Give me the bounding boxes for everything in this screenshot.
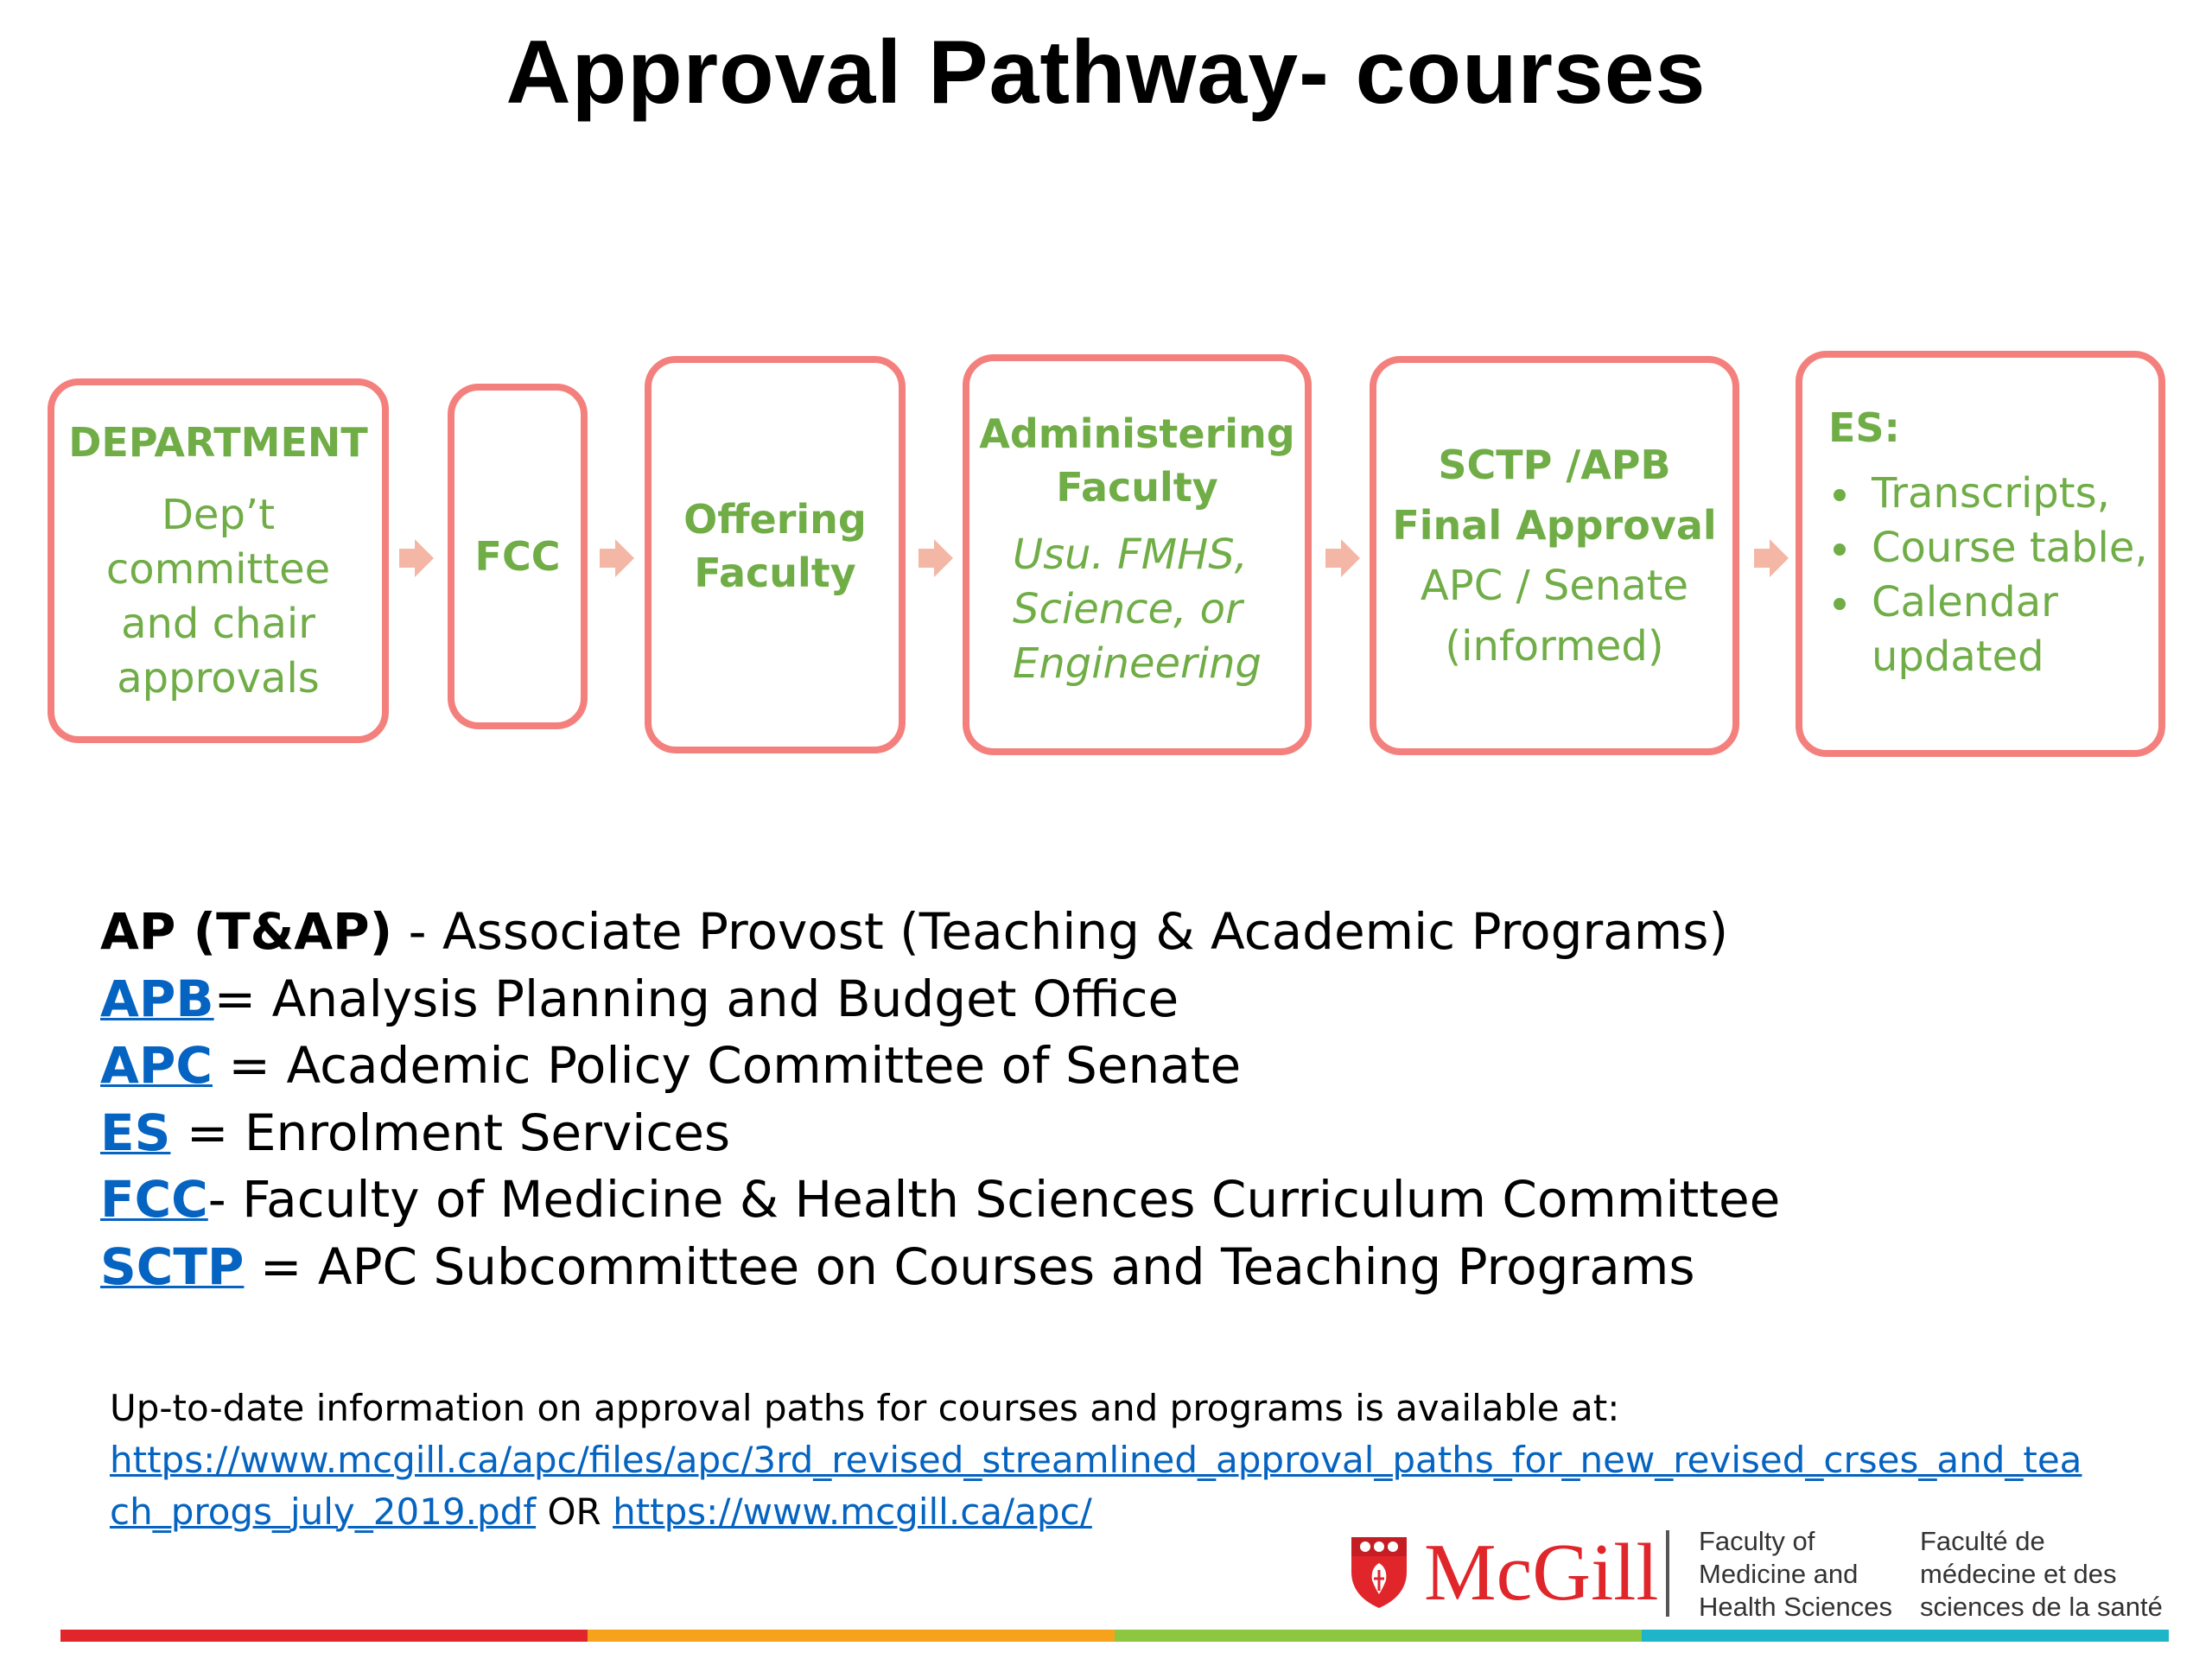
footer-note xyxy=(110,1382,2082,1538)
mcgill-wordmark: McGill xyxy=(1424,1528,1659,1618)
arrow-icon xyxy=(615,539,634,577)
step-department xyxy=(48,378,389,743)
color-bar-orange xyxy=(588,1630,1115,1642)
glossary xyxy=(100,899,1780,1300)
mcgill-logo xyxy=(1348,1525,2177,1620)
glossary-term-link[interactable]: FCC xyxy=(100,1170,208,1229)
glossary-definition: = APC Subcommittee on Courses and Teaching Programs xyxy=(244,1236,1695,1296)
administering-faculty-description: Usu. FMHS, Science, or Engineering xyxy=(1013,530,1262,688)
fcc-heading: FCC xyxy=(474,533,561,580)
glossary-term-link[interactable]: SCTP xyxy=(100,1236,245,1296)
department-description: Dep’t committee and chair approvals xyxy=(105,491,331,702)
approval-paths-link[interactable]: https://www.mcgill.ca/apc/files/apc/3rd_revised_streamlined_approval_paths_for_new_revised_crses_and_tea xyxy=(110,1439,2082,1481)
step-fcc xyxy=(448,384,588,729)
step-offering-faculty xyxy=(645,356,906,753)
step-sctp-apb xyxy=(1370,356,1739,755)
list-item: Transcripts, xyxy=(1828,467,2148,521)
es-heading: ES: xyxy=(1828,404,1900,451)
glossary-definition: = Academic Policy Committee of Senate xyxy=(212,1036,1242,1095)
glossary-row xyxy=(100,1033,1780,1100)
faculty-name-fr: Faculté de médecine et des sciences de la santé xyxy=(1920,1526,2163,1622)
es-list xyxy=(1828,467,2148,684)
footer-intro: Up-to-date information on approval paths for courses and programs is available at: xyxy=(110,1387,1620,1429)
sctp-apb-heading: SCTP /APB Final Approval xyxy=(1392,442,1717,549)
list-item: Calendar updated xyxy=(1828,575,2070,684)
glossary-row xyxy=(100,899,1780,966)
glossary-definition: - Associate Provost (Teaching & Academic Programs) xyxy=(392,902,1729,961)
color-bar-green xyxy=(1115,1630,1642,1642)
apc-website-link[interactable]: https://www.mcgill.ca/apc/ xyxy=(613,1491,1092,1533)
page-title: Approval Pathway- courses xyxy=(505,22,1707,123)
arrow-icon xyxy=(415,539,434,577)
sctp-apb-description: APC / Senate (informed) xyxy=(1420,562,1689,671)
glossary-row xyxy=(100,1100,1780,1167)
glossary-term-link[interactable]: ES xyxy=(100,1103,171,1162)
approval-paths-link-continued[interactable]: ch_progs_july_2019.pdf xyxy=(110,1491,537,1533)
glossary-term: AP (T&AP) xyxy=(100,902,393,961)
glossary-definition: = Enrolment Services xyxy=(170,1103,731,1162)
step-administering-faculty xyxy=(963,354,1312,755)
mcgill-crest-icon xyxy=(1348,1534,1410,1610)
faculty-name-en: Faculty of Medicine and Health Sciences xyxy=(1699,1526,1893,1622)
glossary-row xyxy=(100,966,1780,1033)
logo-divider xyxy=(1666,1530,1669,1617)
glossary-row xyxy=(100,1234,1780,1301)
step-enrolment-services xyxy=(1796,351,2165,757)
glossary-term-link[interactable]: APB xyxy=(100,969,214,1028)
footer-or: OR xyxy=(536,1491,613,1533)
arrow-icon xyxy=(1770,539,1789,577)
glossary-definition: - Faculty of Medicine & Health Sciences Curriculum Committee xyxy=(207,1170,1781,1229)
arrow-icon xyxy=(1341,539,1360,577)
glossary-term-link[interactable]: APC xyxy=(100,1036,213,1095)
offering-faculty-heading: Offering Faculty xyxy=(683,496,867,596)
arrow-icon xyxy=(934,539,953,577)
list-item: Course table, xyxy=(1828,521,2148,575)
glossary-definition: = Analysis Planning and Budget Office xyxy=(213,969,1179,1028)
administering-faculty-heading: Administering Faculty xyxy=(979,410,1295,511)
glossary-row xyxy=(100,1166,1780,1234)
color-bar-red xyxy=(60,1630,588,1642)
color-bar-teal xyxy=(1642,1630,2169,1642)
department-heading: DEPARTMENT xyxy=(68,419,368,466)
